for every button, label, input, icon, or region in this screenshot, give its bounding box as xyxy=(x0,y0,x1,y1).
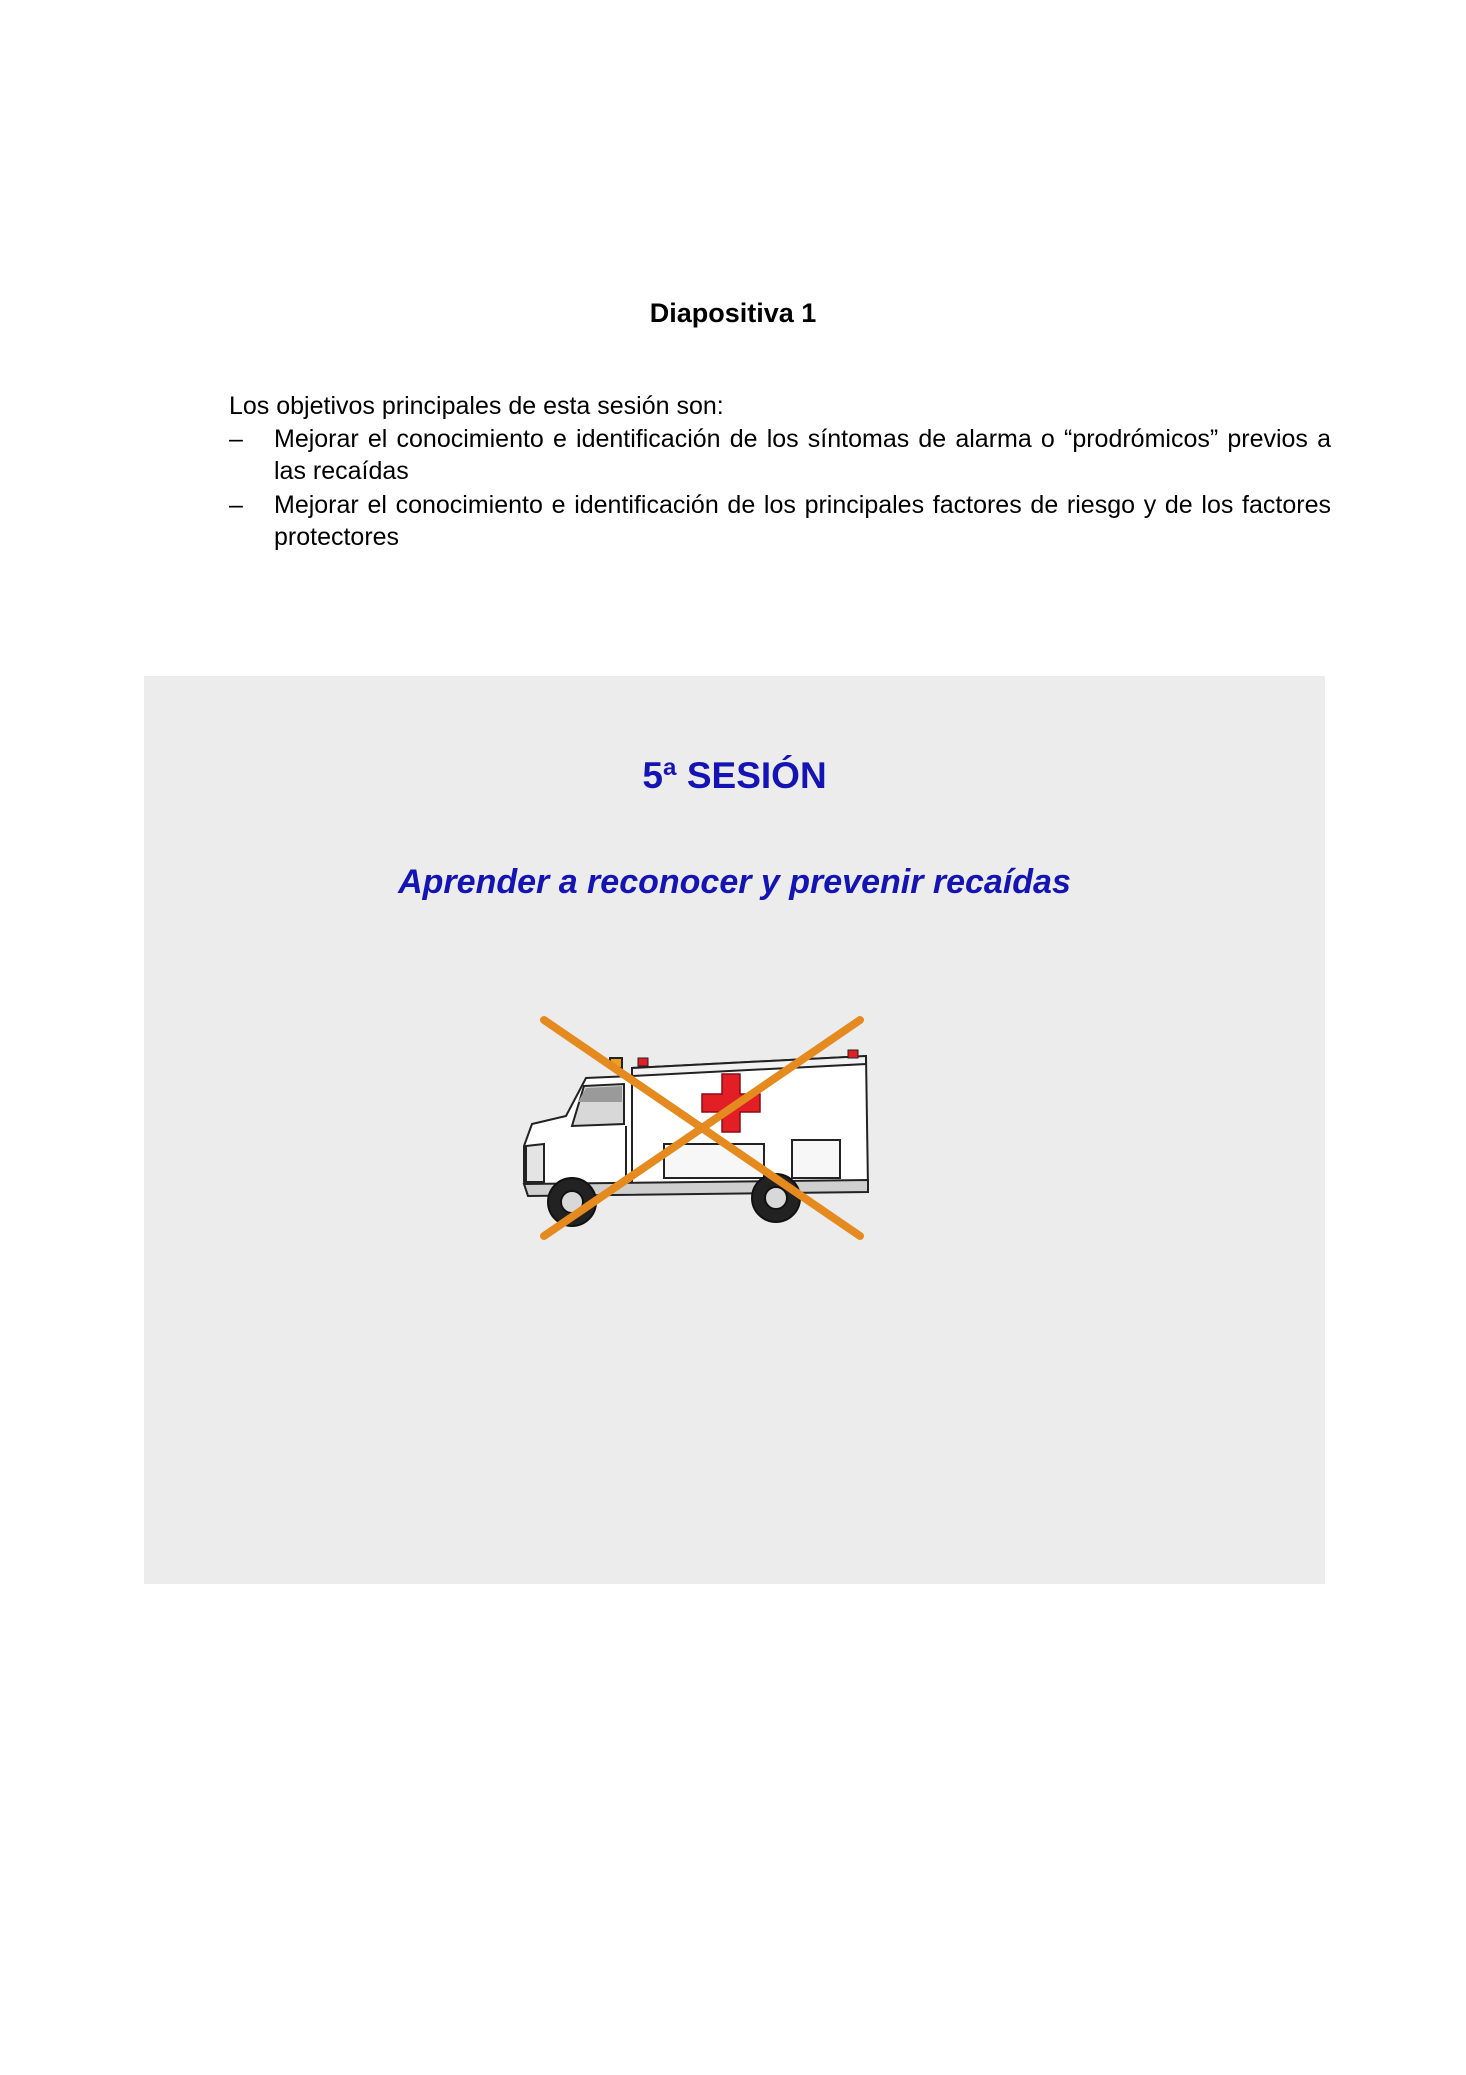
intro-text: Los objetivos principales de esta sesión son: xyxy=(229,392,724,420)
page-heading: Diapositiva 1 xyxy=(649,298,817,328)
session-subtitle: Aprender a reconocer y prevenir recaídas xyxy=(398,863,1071,901)
objectives-list xyxy=(229,423,1331,555)
bullet-dash: – xyxy=(229,425,243,453)
list-item xyxy=(229,423,1331,487)
crossed-out-ambulance-icon xyxy=(514,1006,884,1256)
bullet-dash: – xyxy=(229,491,243,519)
list-item xyxy=(229,489,1331,553)
objective-text: Mejorar el conocimiento e identificación de los principales factores de riesgo y de los factores protectores xyxy=(274,491,1331,551)
objective-text: Mejorar el conocimiento e identificación de los síntomas de alarma o “prodrómicos” previos a las recaídas xyxy=(274,425,1331,485)
slide-panel xyxy=(144,676,1325,1584)
session-title: 5ª SESIÓN xyxy=(642,755,827,796)
